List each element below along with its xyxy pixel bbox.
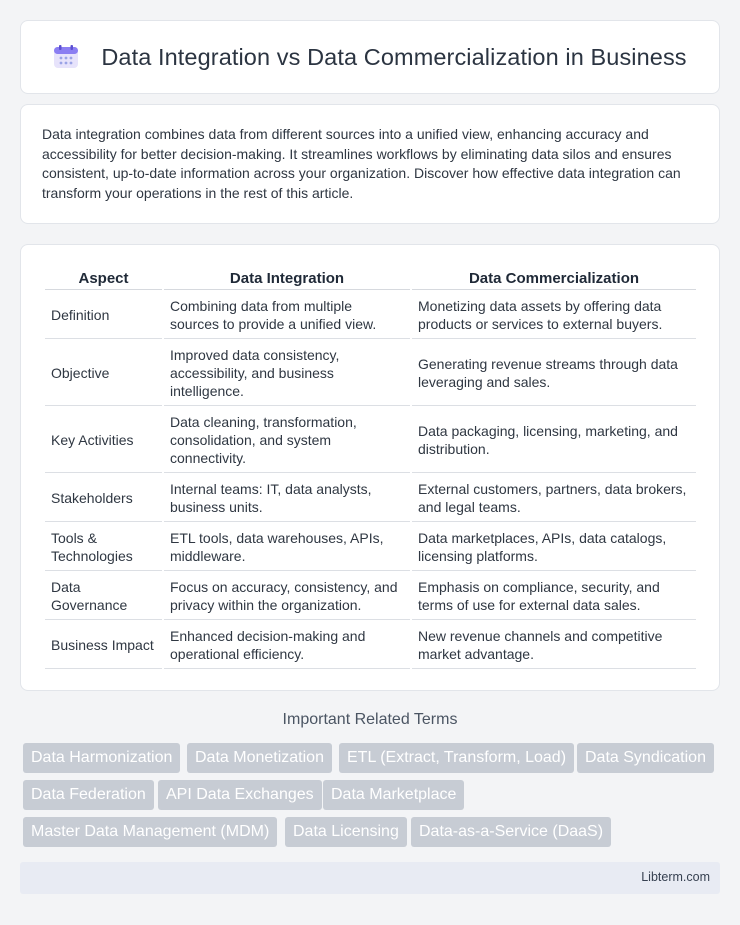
related-terms-heading: Important Related Terms xyxy=(282,711,458,728)
cell-commercialization: Generating revenue streams through data leveraging and sales. xyxy=(412,341,696,406)
tag-data-syndication[interactable]: Data Syndication xyxy=(577,743,714,773)
table-row xyxy=(45,524,696,571)
tag-data-as-a-service[interactable]: Data-as-a-Service (DaaS) xyxy=(411,817,611,847)
cell-commercialization: Data packaging, licensing, marketing, and distribution. xyxy=(412,408,696,473)
intro-text: Data integration combines data from different sources into a unified view, enhancing accuracy and accessibility for better decision-making. It streamlines workflows by eliminating data silos and ensures consistent, up-to-date information across your organization. Discover how effective data integration can transform your operations in the rest of this article. xyxy=(42,126,681,201)
comparison-table-card xyxy=(20,244,720,691)
table-row xyxy=(45,622,696,669)
cell-aspect: Objective xyxy=(45,341,162,406)
table-row xyxy=(45,573,696,620)
tag-master-data-management[interactable]: Master Data Management (MDM) xyxy=(23,817,277,847)
table-row xyxy=(45,292,696,339)
table-row xyxy=(45,475,696,522)
tag-api-data-exchanges[interactable]: API Data Exchanges xyxy=(158,780,322,810)
title-card xyxy=(20,20,720,94)
cell-commercialization: New revenue channels and competitive market advantage. xyxy=(412,622,696,669)
cell-commercialization: Emphasis on compliance, security, and terms of use for external data sales. xyxy=(412,573,696,620)
table-row xyxy=(45,408,696,473)
cell-integration: Focus on accuracy, consistency, and privacy within the organization. xyxy=(164,573,410,620)
cell-aspect: Business Impact xyxy=(45,622,162,669)
cell-integration: ETL tools, data warehouses, APIs, middleware. xyxy=(164,524,410,571)
cell-commercialization: External customers, partners, data brokers, and legal teams. xyxy=(412,475,696,522)
footer xyxy=(20,862,720,894)
cell-aspect: Definition xyxy=(45,292,162,339)
cell-aspect: Tools & Technologies xyxy=(45,524,162,571)
cell-integration: Data cleaning, transformation, consolidation, and system connectivity. xyxy=(164,408,410,473)
table-header-row xyxy=(45,268,696,290)
cell-integration: Improved data consistency, accessibility, and business intelligence. xyxy=(164,341,410,406)
calendar-icon xyxy=(53,44,79,70)
cell-commercialization: Data marketplaces, APIs, data catalogs, licensing platforms. xyxy=(412,524,696,571)
tag-data-marketplace[interactable]: Data Marketplace xyxy=(323,780,464,810)
cell-integration: Internal teams: IT, data analysts, business units. xyxy=(164,475,410,522)
tag-data-harmonization[interactable]: Data Harmonization xyxy=(23,743,180,773)
cell-aspect: Stakeholders xyxy=(45,475,162,522)
intro-card xyxy=(20,104,720,224)
tag-data-federation[interactable]: Data Federation xyxy=(23,780,154,810)
header-data-commercialization: Data Commercialization xyxy=(412,268,696,290)
cell-integration: Enhanced decision-making and operational efficiency. xyxy=(164,622,410,669)
cell-commercialization: Monetizing data assets by offering data products or services to external buyers. xyxy=(412,292,696,339)
tag-etl[interactable]: ETL (Extract, Transform, Load) xyxy=(339,743,574,773)
comparison-table xyxy=(43,266,698,671)
footer-site-link[interactable]: Libterm.com xyxy=(641,870,710,884)
header-data-integration: Data Integration xyxy=(164,268,410,290)
page-title: Data Integration vs Data Commercialization in Business xyxy=(101,43,687,70)
table-row xyxy=(45,341,696,406)
cell-aspect: Data Governance xyxy=(45,573,162,620)
header-aspect: Aspect xyxy=(45,268,162,290)
tag-data-licensing[interactable]: Data Licensing xyxy=(285,817,407,847)
tag-data-monetization[interactable]: Data Monetization xyxy=(187,743,332,773)
cell-integration: Combining data from multiple sources to provide a unified view. xyxy=(164,292,410,339)
cell-aspect: Key Activities xyxy=(45,408,162,473)
